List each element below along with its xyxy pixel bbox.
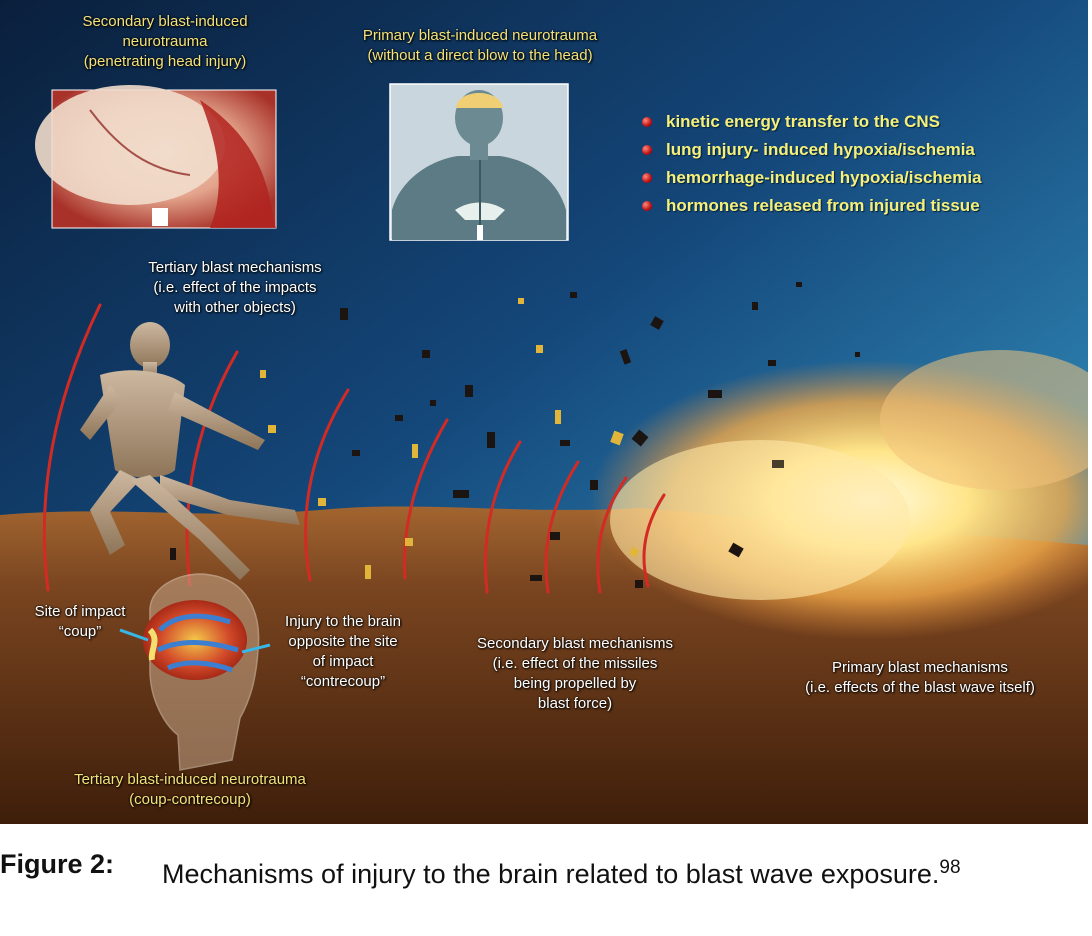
caption-reference: 98: [939, 857, 961, 878]
label-line: (coup-contrecoup): [129, 791, 251, 808]
bullet-item: [640, 136, 982, 164]
label-line: (i.e. effect of the impacts: [153, 279, 317, 296]
label-line: Secondary blast mechanisms: [477, 635, 673, 652]
label-tertiary-neurotrauma: [30, 770, 350, 810]
label-line: Tertiary blast mechanisms: [148, 259, 322, 276]
label-line: “contrecoup”: [300, 673, 386, 690]
caption-label: Figure 2:: [0, 849, 115, 879]
label-line: Injury to the brain: [285, 613, 401, 630]
label-line: with other objects): [174, 299, 296, 316]
label-line: opposite the site: [288, 633, 398, 650]
red-bullet-icon: [642, 201, 652, 211]
label-secondary-neurotrauma: [60, 12, 270, 72]
bullet-item: [640, 164, 982, 192]
label-line: blast force): [537, 695, 613, 712]
caption-text: [162, 846, 1042, 896]
blast-cloud-core: [610, 440, 910, 600]
label-line: Tertiary blast-induced neurotrauma: [74, 771, 306, 788]
label-tertiary-mechanisms: [110, 258, 360, 318]
caption-body: Mechanisms of injury to the brain related to blast wave exposure.: [162, 859, 940, 889]
label-line: (penetrating head injury): [83, 53, 247, 70]
label-line: (without a direct blow to the head): [367, 47, 593, 64]
label-primary-neurotrauma: [330, 26, 630, 66]
label-line: (i.e. effect of the missiles: [492, 655, 658, 672]
penetrating-injury-photo: [35, 85, 276, 228]
label-line: Primary blast-induced neurotrauma: [362, 27, 598, 44]
bullet-item: [640, 108, 982, 136]
effects-bullet-list: [640, 108, 982, 220]
label-primary-mechanisms: [770, 658, 1070, 698]
figure-caption: [0, 846, 1092, 936]
label-line: Site of impact: [34, 603, 126, 620]
label-line: Secondary blast-induced: [82, 13, 248, 30]
red-bullet-icon: [642, 145, 652, 155]
bullet-item: [640, 192, 982, 220]
bullet-text: hemorrhage-induced hypoxia/ischemia: [666, 168, 982, 187]
bullet-text: lung injury- induced hypoxia/ischemia: [666, 140, 975, 159]
anatomical-body-figure: [390, 84, 568, 240]
bullet-text: kinetic energy transfer to the CNS: [666, 112, 940, 131]
label-line: (i.e. effects of the blast wave itself): [805, 679, 1035, 696]
label-line: Primary blast mechanisms: [832, 659, 1008, 676]
label-line: “coup”: [58, 623, 102, 640]
label-line: being propelled by: [513, 675, 637, 692]
label-contrecoup: [258, 612, 428, 692]
bullet-text: hormones released from injured tissue: [666, 196, 980, 215]
red-bullet-icon: [642, 173, 652, 183]
red-bullet-icon: [642, 117, 652, 127]
label-line: neurotrauma: [122, 33, 208, 50]
label-secondary-mechanisms: [440, 634, 710, 714]
label-line: of impact: [312, 653, 374, 670]
label-site-of-impact: [10, 602, 150, 642]
